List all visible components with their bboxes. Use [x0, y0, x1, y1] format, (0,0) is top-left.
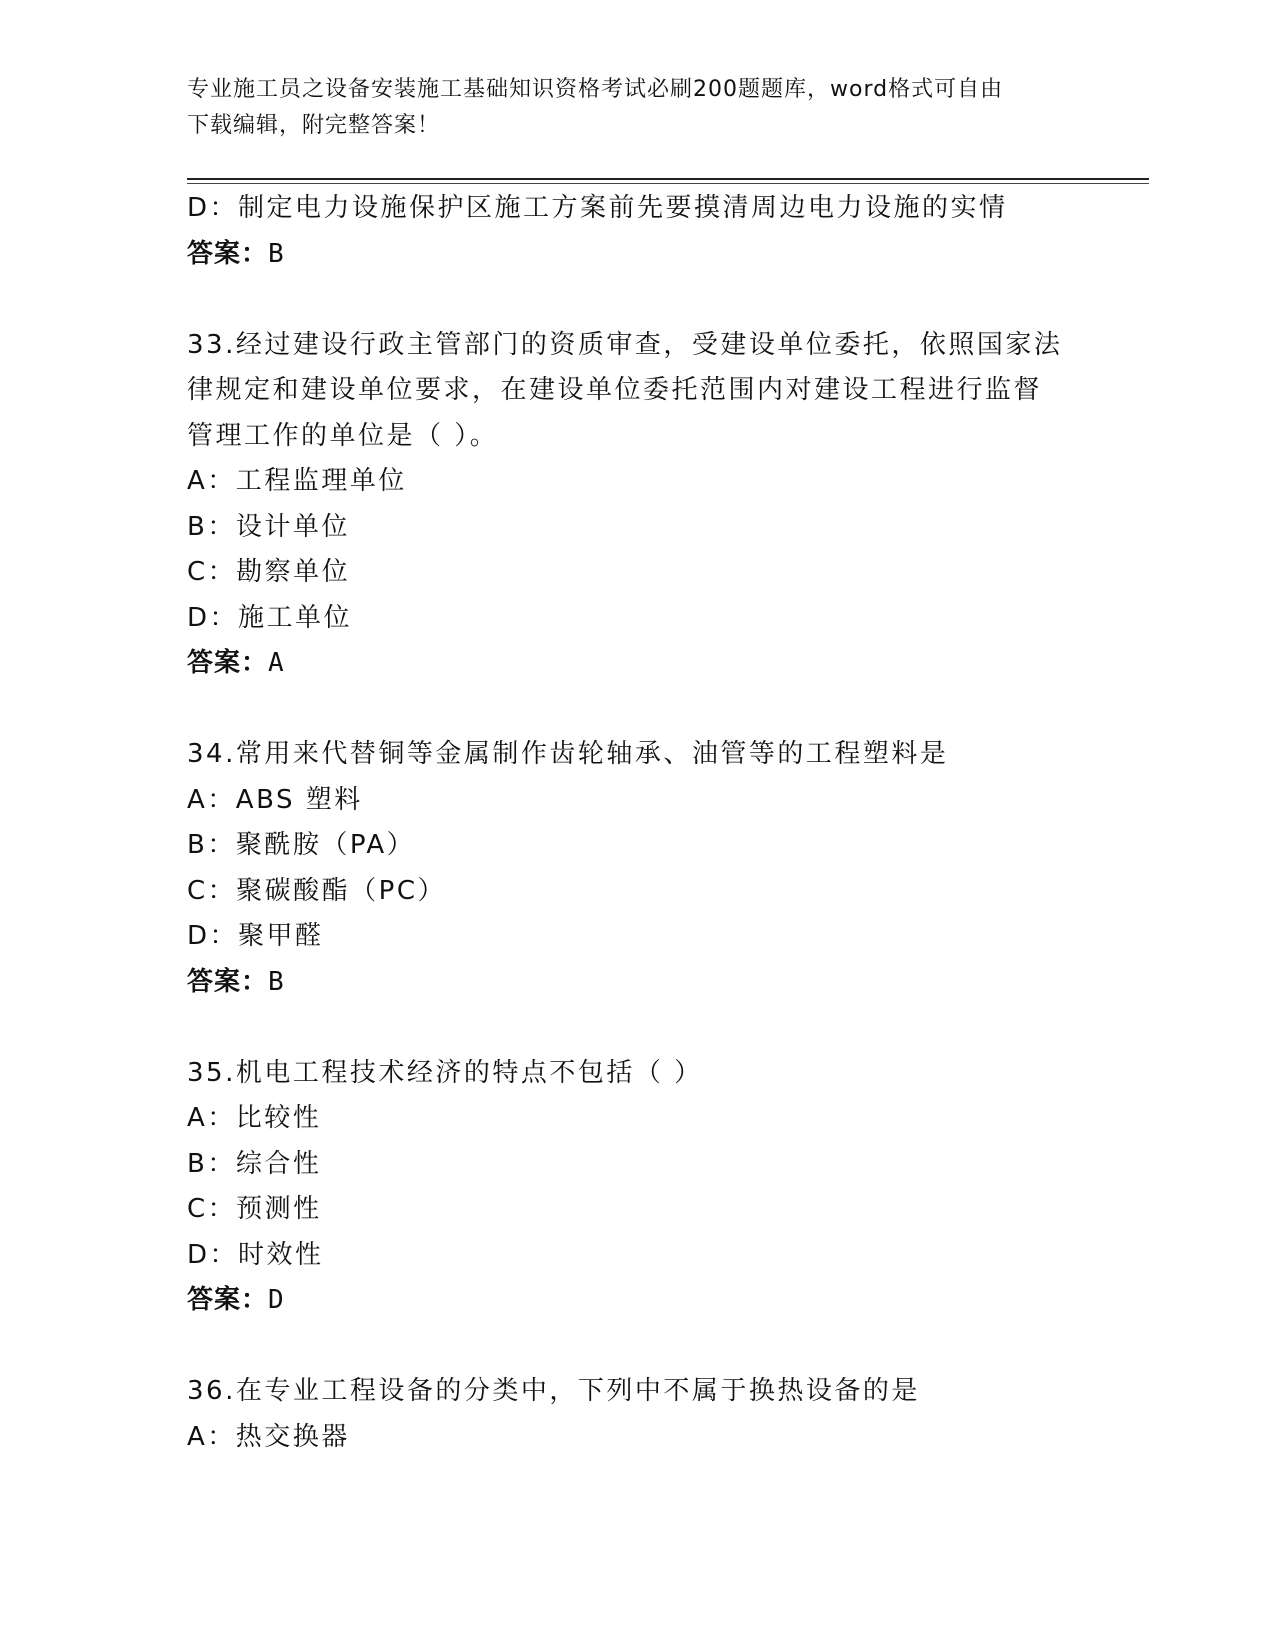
- header-divider-thick: [187, 178, 1149, 180]
- question-content: [187, 186, 1087, 1460]
- question-35: [187, 1051, 1087, 1324]
- answer-line: [187, 960, 1087, 1006]
- question-33: [187, 323, 1087, 687]
- answer-line: [187, 232, 1087, 278]
- option-d: D：时效性: [187, 1239, 324, 1270]
- question-36: [187, 1369, 1087, 1460]
- option-d: D：施工单位: [187, 602, 353, 633]
- option-a: A：比较性: [187, 1103, 322, 1133]
- answer-line: [187, 641, 1087, 687]
- question-stem-line: 35.机电工程技术经济的特点不包括（ ）: [187, 1057, 703, 1088]
- spacer: [187, 1005, 1087, 1051]
- option-c: C：聚碳酸酯（PC）: [187, 875, 446, 906]
- spacer: [187, 687, 1087, 733]
- option-a: A：热交换器: [187, 1421, 350, 1452]
- header-line-2: 下载编辑，附完整答案！: [187, 113, 441, 138]
- answer-label: 答案：: [187, 648, 269, 678]
- header-line-1: 专业施工员之设备安装施工基础知识资格考试必刷200题题库，word格式可自由: [187, 77, 1004, 102]
- answer-value: D: [268, 1285, 287, 1315]
- answer-line: [187, 1278, 1087, 1324]
- answer-value: B: [268, 966, 287, 997]
- document-header: [187, 72, 1067, 144]
- option-b: B：综合性: [187, 1148, 322, 1179]
- option-b: B：聚酰胺（PA）: [187, 830, 416, 860]
- question-stem-line: 33.经过建设行政主管部门的资质审查，受建设单位委托，依照国家法: [187, 329, 1063, 360]
- question-stem-line: 36.在专业工程设备的分类中，下列中不属于换热设备的是: [187, 1376, 920, 1406]
- question-34: [187, 732, 1087, 1005]
- question-stem-line: 34.常用来代替铜等金属制作齿轮轴承、油管等的工程塑料是: [187, 739, 949, 769]
- option-d: D：聚甲醛: [187, 921, 324, 951]
- question-stem-line: 律规定和建设单位要求，在建设单位委托范围内对建设工程进行监督: [187, 375, 1043, 405]
- answer-value: A: [268, 648, 287, 678]
- option-c: C：预测性: [187, 1194, 322, 1224]
- option-b: B：设计单位: [187, 511, 350, 542]
- answer-label: 答案：: [187, 1285, 269, 1315]
- answer-label: 答案：: [187, 966, 269, 997]
- spacer: [187, 1324, 1087, 1370]
- option-c: C：勘察单位: [187, 557, 351, 587]
- option-a: A：ABS 塑料: [187, 784, 363, 815]
- option-a: A：工程监理单位: [187, 466, 407, 496]
- answer-label: 答案：: [187, 238, 269, 269]
- answer-value: B: [268, 238, 287, 269]
- option-d: D：制定电力设施保护区施工方案前先要摸清周边电力设施的实情: [187, 193, 1008, 223]
- header-divider-thin: [187, 183, 1149, 184]
- question-stem-line: 管理工作的单位是（ ）。: [187, 420, 499, 451]
- spacer: [187, 277, 1087, 323]
